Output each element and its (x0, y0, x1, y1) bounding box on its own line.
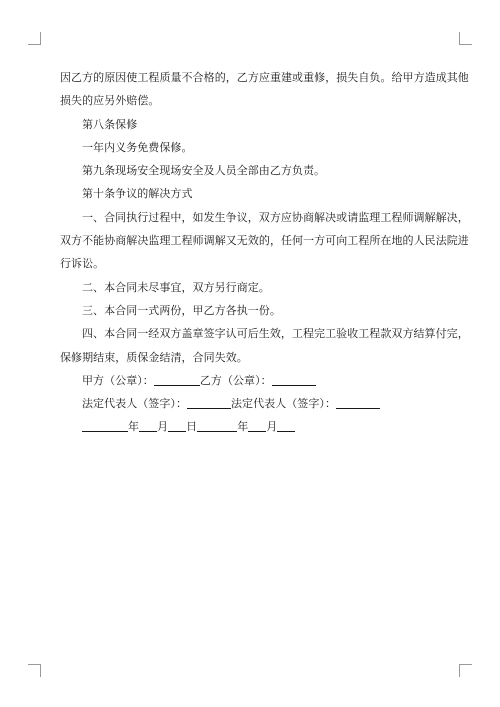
document-body (60, 66, 469, 439)
body-line: 三、本合同一式两份，甲乙方各执一份。 (82, 303, 281, 317)
crop-mark-bottom-left (28, 664, 41, 677)
party-b-blank (272, 373, 316, 386)
section-heading-dispute: 第十条争议的解决方式 (82, 187, 193, 201)
date-month2-blank (248, 419, 266, 432)
body-line: 因乙方的原因使工程质量不合格的，乙方应重建或重修，损失自负。给甲方造成其他 (60, 71, 469, 84)
rep-a-blank (187, 396, 231, 409)
party-a-label: 甲方（公章）： (82, 373, 154, 387)
body-line: 损失的应另外赔偿。 (60, 94, 160, 108)
body-line: 行诉讼。 (60, 257, 105, 271)
body-line: 保修期结束，质保金结清，合同失效。 (60, 350, 248, 364)
body-line: 一、合同执行过程中，如发生争议，双方应协商解决或请监理工程师调解解决， (82, 210, 469, 224)
month-label: 月 (157, 420, 169, 434)
year-label-2: 年 (237, 420, 249, 434)
body-line: 二、本合同未尽事宜，双方另行商定。 (82, 280, 270, 294)
section-heading-safety: 第九条现场安全现场安全及人员全部由乙方负责。 (82, 164, 326, 178)
party-a-blank (154, 373, 200, 386)
rep-b-label: 法定代表人（签字）： (231, 397, 336, 411)
date-year-blank (82, 419, 128, 432)
body-line: 双方不能协商解决监理工程师调解又无效的，任何一方可向工程所在地的人民法院进 (60, 234, 469, 248)
signature-party-line (60, 369, 445, 392)
date-year2-blank (197, 419, 237, 432)
body-line: 一年内义务免费保修。 (82, 140, 193, 154)
date-day-blank (168, 419, 186, 432)
crop-mark-top-right (459, 32, 472, 45)
month-label-2: 月 (266, 420, 278, 434)
rep-b-blank (336, 396, 380, 409)
rep-a-label: 法定代表人（签字）： (82, 397, 187, 411)
day-label: 日 (186, 420, 198, 434)
body-line: 四、本合同一经双方盖章签字认可后生效，工程完工验收工程款双方结算付完， (82, 327, 469, 341)
signature-rep-line (60, 392, 445, 415)
year-label: 年 (128, 420, 140, 434)
date-month-blank (139, 419, 157, 432)
section-heading-warranty: 第八条保修 (82, 117, 138, 131)
party-b-label: 乙方（公章）： (199, 373, 272, 387)
date-end-blank (277, 419, 295, 432)
crop-mark-bottom-right (459, 664, 472, 677)
signature-date-line (60, 415, 445, 438)
crop-mark-top-left (28, 32, 41, 45)
